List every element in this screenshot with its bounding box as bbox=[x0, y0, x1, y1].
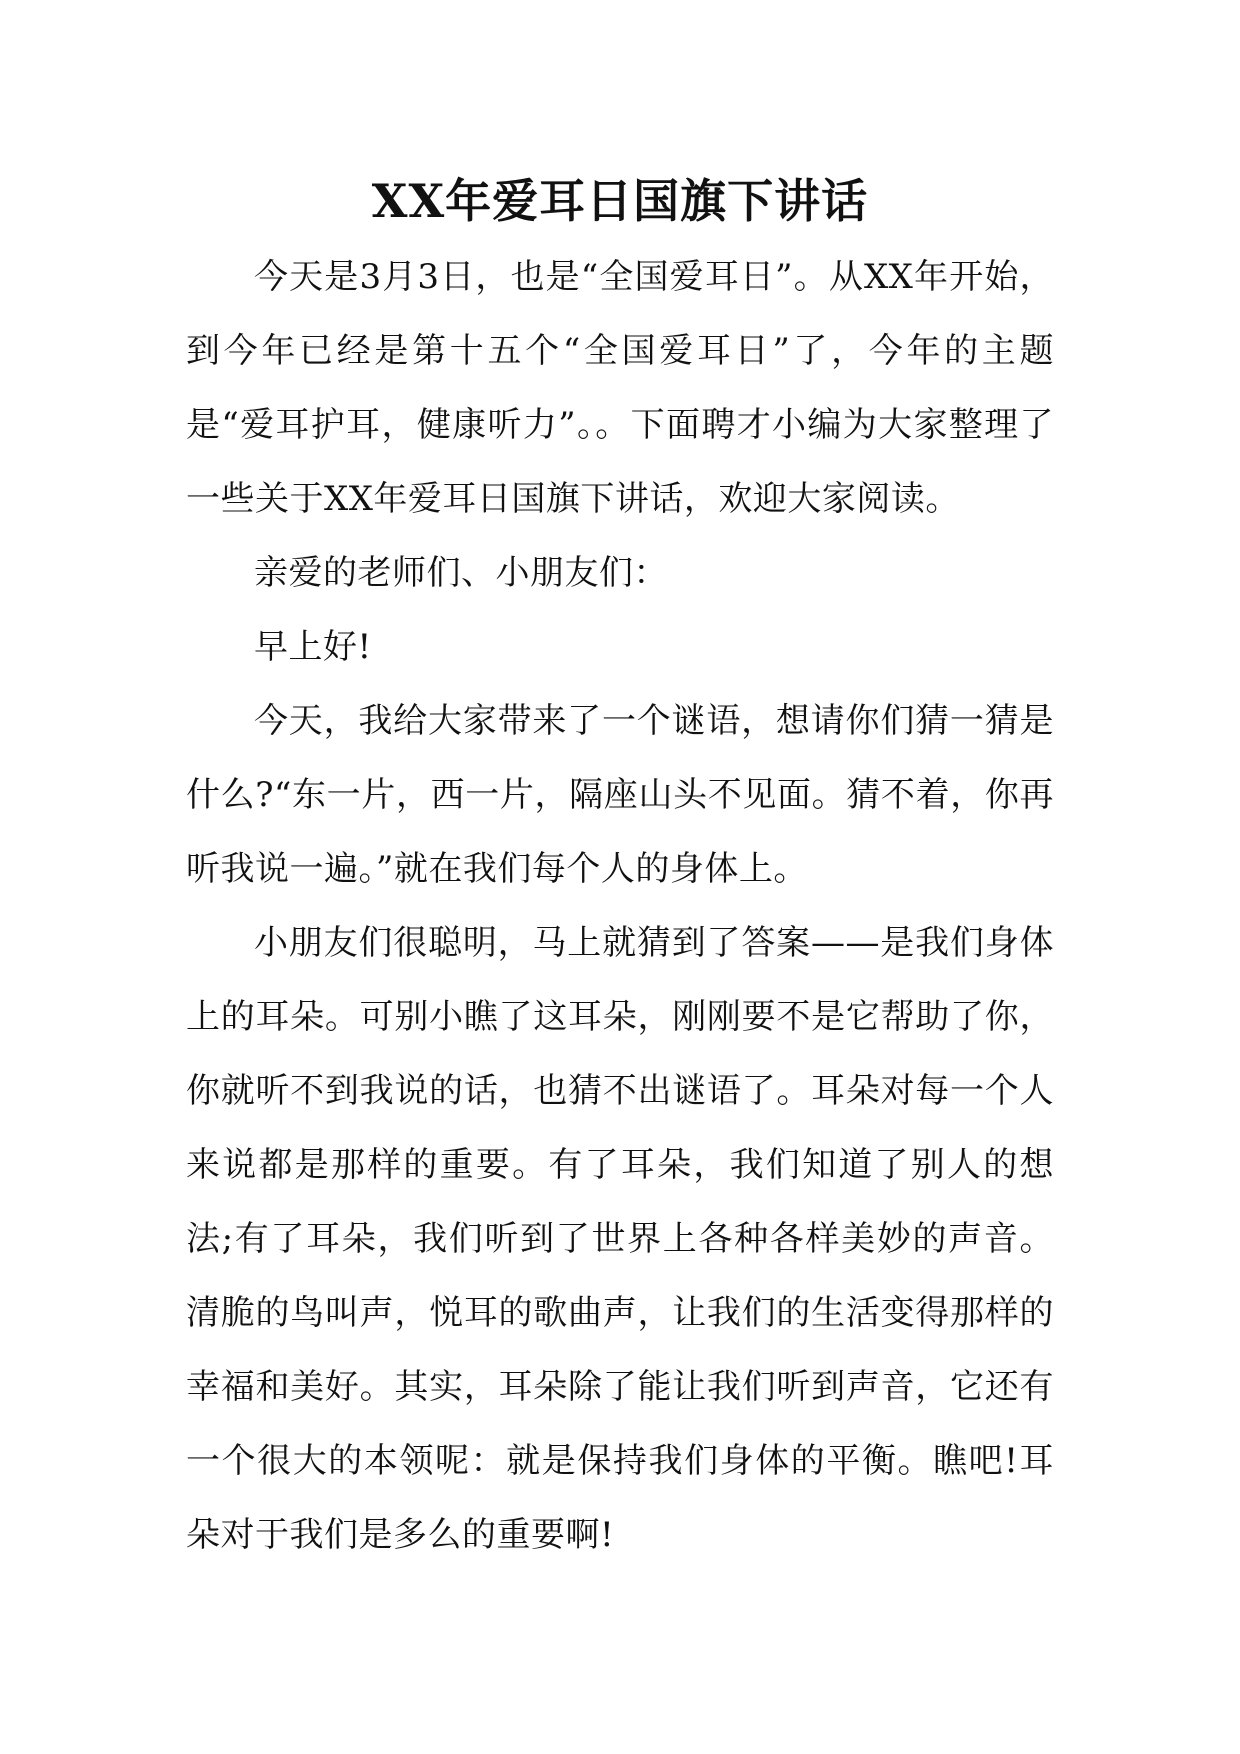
ears-paragraph: 小朋友们很聪明，马上就猜到了答案——是我们身体上的耳朵。可别小瞧了这耳朵，刚刚要不是它帮助了你，你就听不到我说的话，也猜不出谜语了。耳朵对每一个人来说都是那样的重要。有了耳朵，我们知道了别人的想法;有了耳朵，我们听到了世界上各种各样美妙的声音。清脆的鸟叫声，悦耳的歌曲声，让我们的生活变得那样的幸福和美好。其实，耳朵除了能让我们听到声音，它还有一个很大的本领呢：就是保持我们身体的平衡。瞧吧!耳朵对于我们是多么的重要啊! bbox=[186, 923, 1054, 1555]
document-title: XX年爱耳日国旗下讲话 bbox=[371, 174, 869, 228]
document-body bbox=[186, 240, 1054, 1572]
salutation-paragraph: 亲爱的老师们、小朋友们： bbox=[254, 553, 668, 593]
intro-paragraph: 今天是3月3日，也是“全国爱耳日”。从XX年开始，到今年已经是第十五个“全国爱耳日”了，今年的主题是“爱耳护耳，健康听力”。。下面聘才小编为大家整理了一些关于XX年爱耳日国旗下讲话，欢迎大家阅读。 bbox=[186, 257, 1054, 519]
greeting-paragraph: 早上好! bbox=[254, 627, 372, 667]
riddle-paragraph: 今天，我给大家带来了一个谜语，想请你们猜一猜是什么?“东一片，西一片，隔座山头不见面。猜不着，你再听我说一遍。”就在我们每个人的身体上。 bbox=[186, 701, 1054, 889]
